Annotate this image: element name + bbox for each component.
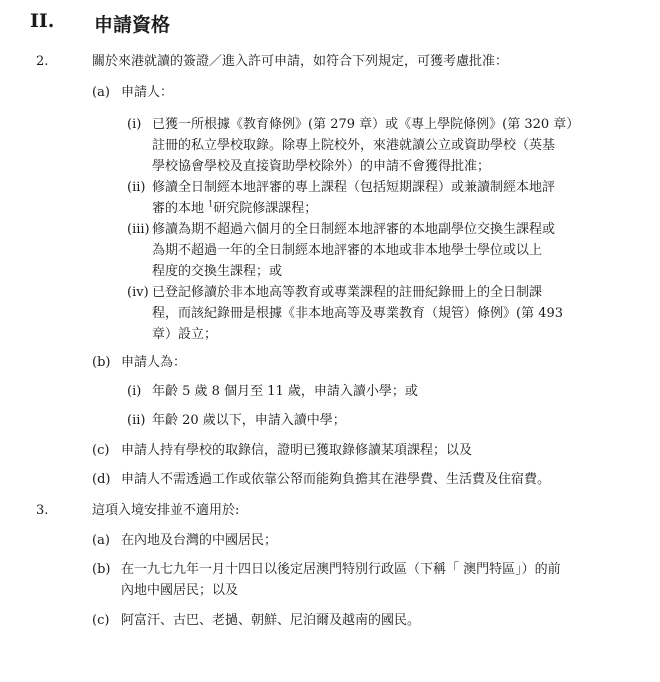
item-label: (b) <box>92 355 111 370</box>
item-text: 申請人不需透過工作或依靠公帑而能夠負擔其在港學費、生活費及住宿費。 <box>121 472 551 487</box>
subitem-line: 為期不超過一年的全日制經本地評審的本地或非本地學士學位或以上 <box>152 243 543 258</box>
item-label: (c) <box>92 443 110 458</box>
subitem-label: (i) <box>127 117 142 132</box>
subitem-label: (ii) <box>127 413 146 428</box>
subitem-line: 修讀為期不超過六個月的全日制經本地評審的本地副學位交換生課程或 <box>152 222 556 237</box>
subitem-line: 程度的交換生課程；或 <box>152 264 283 279</box>
item-label: (a) <box>92 85 110 100</box>
item-text: 申請人持有學校的取錄信，證明已獲取錄修讀某項課程；以及 <box>121 443 473 458</box>
item-label: (b) <box>92 562 111 577</box>
subitem-text: 研究院修課課程； <box>213 201 318 216</box>
subitem-line: 修讀全日制經本地評審的專上課程（包括短期課程）或兼讀制經本地評 <box>152 180 556 195</box>
subitem-line: 程，而該紀錄冊是根據《非本地高等及專業教育（規管）條例》(第 493 <box>152 306 564 321</box>
subitem-line: 已登記修讀於非本地高等教育或專業課程的註冊紀錄冊上的全日制課 <box>152 285 543 300</box>
paragraph-intro: 關於來港就讀的簽證／進入許可申請，如符合下列規定，可獲考慮批准： <box>92 54 509 69</box>
subitem-label: (iv) <box>127 285 149 300</box>
section-title: 申請資格 <box>94 14 171 36</box>
paragraph-intro: 這項入境安排並不適用於: <box>92 503 240 518</box>
subitem-label: (iii) <box>127 222 150 237</box>
item-line: 在一九七九年一月十四日以後定居澳門特別行政區（下稱「 澳門特區」）的前 <box>121 562 561 577</box>
footnote-marker: 1 <box>208 199 214 209</box>
subitem-line: 註冊的私立學校取錄。除專上院校外，來港就讀公立或資助學校（英基 <box>152 138 556 153</box>
subitem-label: (i) <box>127 384 142 399</box>
item-text: 申請人： <box>121 85 174 100</box>
item-text: 在內地及台灣的中國居民； <box>121 533 278 548</box>
paragraph-number: 2. <box>36 54 49 69</box>
item-text: 阿富汗、古巴、老撾、朝鮮、尼泊爾及越南的國民。 <box>121 613 421 628</box>
item-label: (d) <box>92 472 111 487</box>
item-label: (a) <box>92 533 110 548</box>
subitem-text: 年齡 5 歲 8 個月至 11 歲，申請入讀小學；或 <box>152 384 418 399</box>
subitem-line: 章）設立； <box>152 327 218 342</box>
item-line: 內地中國居民；以及 <box>121 583 239 598</box>
subitem-text: 審的本地 <box>152 201 205 216</box>
subitem-text: 年齡 20 歲以下，申請入讀中學； <box>152 413 346 428</box>
subitem-label: (ii) <box>127 180 146 195</box>
section-number: II. <box>30 10 55 32</box>
subitem-line: 已獲一所根據《教育條例》(第 279 章）或《專上學院條例》(第 320 章） <box>152 117 580 132</box>
item-label: (c) <box>92 613 110 628</box>
subitem-line-with-footnote <box>152 198 317 219</box>
item-text: 申請人為： <box>121 355 187 370</box>
subitem-line: 學校協會學校及直接資助學校除外）的申請不會獲得批准； <box>152 159 491 174</box>
paragraph-number: 3. <box>36 503 49 518</box>
